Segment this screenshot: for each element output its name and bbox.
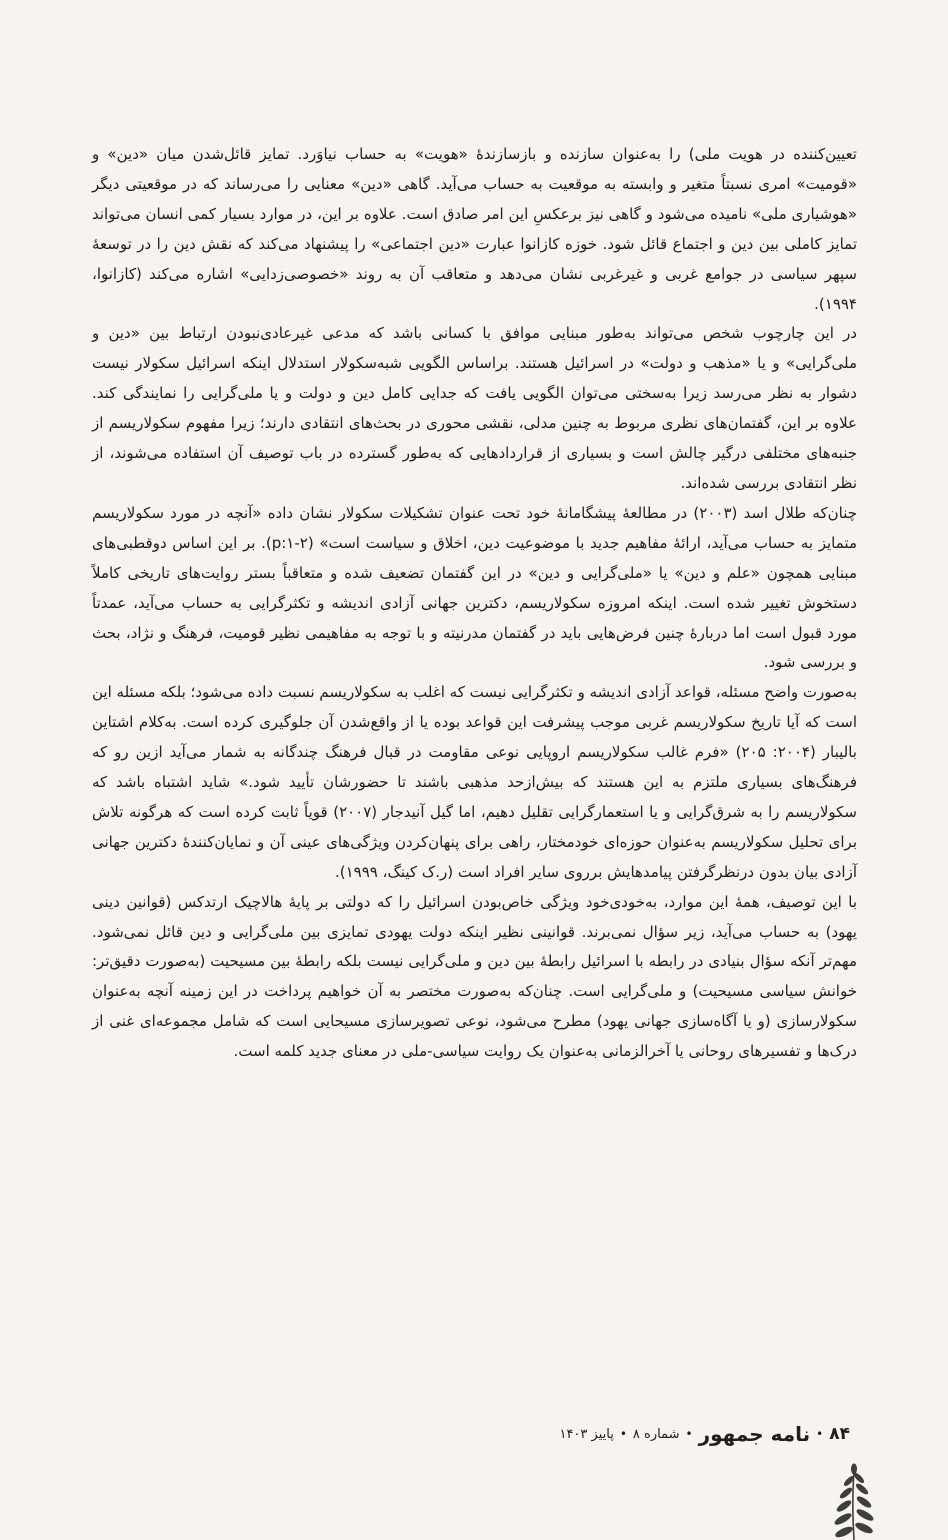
issue-number: شماره ۸ (632, 1426, 680, 1442)
paragraph-4: به‌صورت واضح مسئله، قواعد آزادی اندیشه و تکثرگرایی نیست که اغلب به سکولاریسم نسبت داده می‌شود؛ بلکه مسئله این است که آیا تاریخ سکولاریسم غربی موجب پیشرفت این قواعد بوده یا از واقع‌شدن آن جلوگیری کرده است. به‌کلام اشتاین بالیبار (۲۰۰۴: ۲۰۵) «فرم غالب سکولاریسم اروپایی نوعی مقاومت در قبال فرهنگ چندگانه به شمار می‌آید ازین رو که فرهنگ‌های بسیاری ملتزم به این هستند که بیش‌ازحد مذهبی باشند تا حضورشان تأیید شود.» شاید اشتباه باشد که سکولاریسم را به شرق‌گرایی و یا استعمارگرایی تقلیل دهیم، اما گیل آنیدجار (۲۰۰۷) قویاً ثابت کرده است که هرگونه تلاش برای تحلیل سکولاریسم به‌عنوان حوزه‌ای خودمختار، راهی برای پنهان‌کردن ویژگی‌های عینی آن و نمایان‌کنندهٔ دکترین جهانی آزادی بیان بدون درنظرگرفتن پیامدهایش برروی سایر افراد است (ر.ک کینگ، ۱۹۹۹). (92, 683, 857, 881)
issue-season: پاییز ۱۴۰۳ (559, 1426, 614, 1442)
footer-bullet: • (685, 1427, 693, 1441)
paragraph-2: در این چارچوب شخص می‌تواند به‌طور مبنایی موافق با کسانی باشد که مدعی غیرعادی‌نبودن ارتباط بین «دین و ملی‌گرایی» و یا «مذهب و دولت» در اسرائیل هستند. براساس الگویی شبه‌سکولار استدلال اینکه اسرائیل سکولار نیست دشوار به نظر می‌رسد زیرا به‌سختی می‌توان الگویی یافت که جدایی کامل دین و دولت و یا ملی‌گرایی را نمایندگی کند. علاوه بر این، گفتمان‌های نظری مربوط به چنین مدلی، نقشی محوری در بحث‌های انتقادی دارند؛ زیرا مفهوم سکولاریسم از جنبه‌های مختلفی درگیر چالش است و بسیاری از قراردادهایی که به‌طور گسترده در باب توصیف آن استفاده می‌شوند، از نظر انتقادی بررسی شده‌اند. (92, 324, 857, 492)
footer-bullet: • (619, 1427, 627, 1441)
page-footer (470, 1420, 850, 1448)
paragraph-5: با این توصیف، همهٔ این موارد، به‌خودی‌خود ویژگی خاص‌بودن اسرائیل را که دولتی بر پایهٔ هالاچیک ارتدکس (قوانین دینی یهود) به حساب می‌آید، زیر سؤال نمی‌برند. قوانینی نظیر اینکه دولت یهودی تمایزی بین ملی‌گرایی و دین قائل نمی‌شود. مهم‌تر آنکه سؤال بنیادی در رابطه با اسرائیل رابطهٔ بین دین و ملی‌گرایی نیست بلکه رابطهٔ بین مسیحیت (به‌صورت دقیق‌تر: خوانش سیاسی مسیحیت) و ملی‌گرایی است. چنان‌که به‌صورت مختصر به آن خواهیم پرداخت در این زمینه آنچه به‌عنوان سکولارسازی (و یا آگاه‌سازی جهانی یهود) مطرح می‌شود، نوعی تصویرسازی مسیحایی است که شامل مجموعه‌ای غنی از درک‌ها و تفسیرهای روحانی یا آخرالزمانی به‌عنوان یک روایت سیاسی-ملی در معنای جدید کلمه است. (92, 892, 857, 1061)
page-number: ۸۴ (829, 1424, 850, 1444)
paragraph-3: چنان‌که طلال اسد (۲۰۰۳) در مطالعهٔ پیشگامانهٔ خود تحت عنوان تشکیلات سکولار نشان داده «آنچه در مورد سکولاریسم متمایز به حساب می‌آید، ارائهٔ مفاهیم جدید با موضوعیت دین، اخلاق و سیاست است» (p:۱-۲). بر این اساس دوقطبی‌های مبنایی همچون «علم و دین» یا «ملی‌گرایی و دین» در این گفتمان تضعیف شده و متعاقباً بستر روایت‌های تاریخی کاملاً دستخوش تغییر شده است. اینکه امروزه سکولاریسم، دکترین جهانی آزادی اندیشه و تکثرگرایی به حساب می‌آید، عمدتاً مورد قبول است اما دربارهٔ چنین فرض‌هایی باید در گفتمان مدرنیته و با توجه به مفاهیمی نظیر قومیت، فرهنگ و نژاد، بحث و بررسی شود. (92, 503, 857, 672)
article-body (92, 140, 857, 1067)
footer-bullet: • (816, 1427, 824, 1441)
journal-logo: نامه جمهور (698, 1422, 811, 1446)
paragraph-1: تعیین‌کننده در هویت ملی) را به‌عنوان سازنده و بازسازندهٔ «هویت» به حساب نیاوَرد. تمایز قائل‌شدن میان «دین» و «قومیت» امری نسبتاً متغیر و وابسته به موقعیت به حساب می‌آید. گاهی «دین» معنایی را می‌رساند که در موقعیتی دیگر «هوشیاری ملی» نامیده می‌شود و گاهی نیز برعکسِ این امر صادق است. علاوه بر این، در موارد بسیار کمی انسان می‌تواند تمایز کاملی بین دین و اجتماع قائل شود. خوزه کازانوا عبارت «دین اجتماعی» را پیشنهاد می‌کند که نقش دین را در توسعهٔ سپهر سیاسی در جوامع غربی و غیرغربی نشان می‌دهد و متعاقب آن به روند «خصوصی‌زدایی» اشاره می‌کند (کازانوا، ۱۹۹۴). (92, 145, 857, 313)
olive-branch-icon (818, 1462, 888, 1540)
